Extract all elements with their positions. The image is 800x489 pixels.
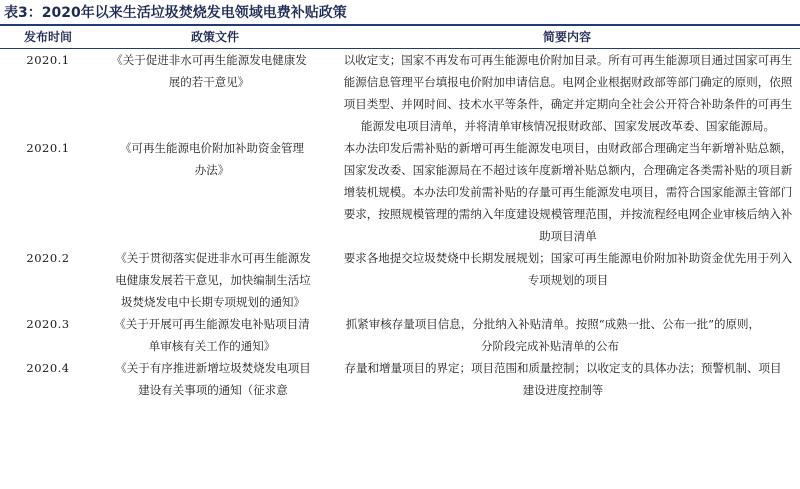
header-date: 发布时间 xyxy=(0,27,96,49)
row-doc: 《关于有序推进新增垃圾焚烧发电项目建设有关事项的通知（征求意 xyxy=(115,361,311,397)
table-row xyxy=(0,49,800,138)
table-header-row xyxy=(0,27,800,49)
row-date: 2020.1 xyxy=(26,141,70,155)
row-summary: 以收定支；国家不再发布可再生能源电价附加目录。所有可再生能源项目通过国家可再生能源信息管理平台填报电价附加申请信息。电网企业根据财政部等部门确定的原则，依照项目类型、并网时间、技术水平等条件，确定并定期向全社会公开符合补助条件的可再生能源发电项目清单，并将清单审核情况报财政部、国家发展改革委、国家能源局。 xyxy=(343,53,793,133)
table-row xyxy=(0,357,800,401)
row-date: 2020.1 xyxy=(26,53,70,67)
row-doc: 《关于贯彻落实促进非水可再生能源发电健康发展若干意见，加快编制生活垃圾焚烧发电中长期专项规划的通知》 xyxy=(115,251,311,309)
row-summary: 要求各地提交垃圾焚烧中长期发展规划；国家可再生能源电价附加补助资金优先用于列入专项规划的项目 xyxy=(343,251,793,287)
row-doc: 《关于促进非水可再生能源发电健康发展的若干意见》 xyxy=(111,53,307,89)
row-summary: 存量和增量项目的界定；项目范围和质量控制；以收定支的具体办法；预警机制、项目建设进度控制等 xyxy=(344,361,782,397)
row-doc: 《关于开展可再生能源发电补贴项目清单审核有关工作的通知》 xyxy=(114,317,310,353)
policy-table xyxy=(0,27,800,401)
row-doc: 《可再生能源电价附加补助资金管理办法》 xyxy=(120,141,304,177)
table-title: 表3：2020年以来生活垃圾焚烧发电领域电费补贴政策 xyxy=(4,5,347,21)
row-date: 2020.2 xyxy=(26,251,70,265)
row-summary: 抓紧审核存量项目信息，分批纳入补贴清单。按照“成熟一批、公布一批”的原则， 分阶段完成补贴清单的公布 xyxy=(345,317,766,353)
row-summary: 本办法印发后需补贴的新增可再生能源发电项目，由财政部合理确定当年新增补贴总额，国家发改委、国家能源局在不超过该年度新增补贴总额内，合理确定各类需补贴的项目新增装机规模。本办法印发前需补贴的存量可再生能源发电项目，需符合国家能源主管部门要求，按照规模管理的需纳入年度建设规模管理范围，并按流程经电网企业审核后纳入补助项目清单 xyxy=(343,141,793,243)
row-date: 2020.3 xyxy=(26,317,70,331)
table-row xyxy=(0,137,800,247)
header-doc: 政策文件 xyxy=(96,27,334,49)
table-row xyxy=(0,313,800,357)
table-row xyxy=(0,247,800,313)
header-summary: 简要内容 xyxy=(334,27,800,49)
row-date: 2020.4 xyxy=(26,361,70,375)
table-top-rule xyxy=(0,24,800,26)
